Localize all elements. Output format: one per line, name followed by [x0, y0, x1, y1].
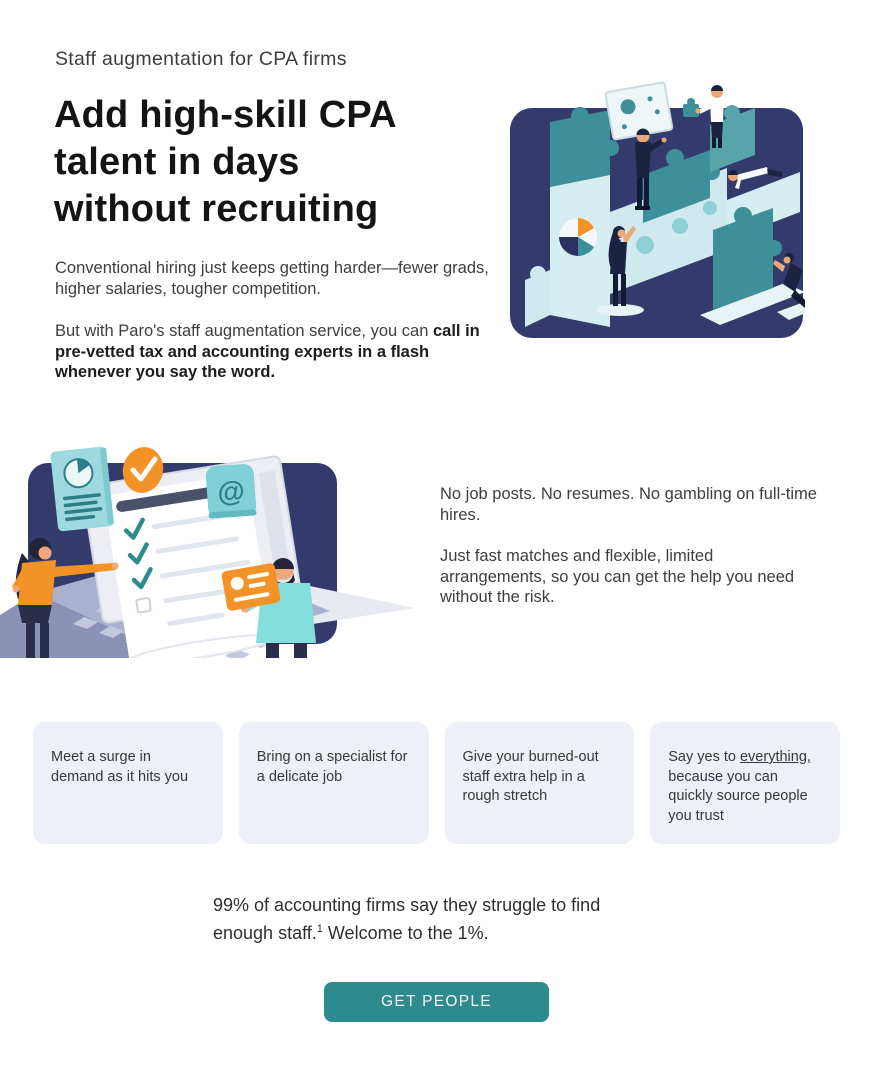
- use-case-card-surge: [33, 722, 223, 844]
- page-title: [54, 92, 397, 233]
- laptop-checklist-illustration: [0, 443, 430, 658]
- use-case-card-text: Give your burned-out staff extra help in a rough stretch: [462, 749, 599, 804]
- pie-chart-icon: [559, 218, 597, 256]
- hero-copy: [55, 258, 493, 405]
- page-title-line-1: Add high-skill CPA: [54, 94, 397, 136]
- hero-paragraph-2-bold: call in pre-vetted tax and accounting experts in a flash whenever you say the word.: [55, 322, 480, 381]
- benefits-paragraph-2: Just fast matches and flexible, limited arrangements, so you can get the help you need without the risk.: [440, 547, 795, 606]
- at-sign-glyph: @: [216, 475, 246, 508]
- get-people-button[interactable]: GET PEOPLE: [324, 982, 549, 1022]
- use-case-card-specialist: [239, 722, 429, 844]
- use-case-card-say-yes: [650, 722, 840, 844]
- page-title-line-3: without recruiting: [54, 188, 379, 230]
- use-case-card-text-underlined: everything,: [739, 749, 811, 765]
- hero-paragraph-2-regular: But with Paro's staff augmentation service, you can: [55, 322, 433, 340]
- use-case-card-text-suffix: because you can quickly source people you trust: [668, 768, 808, 824]
- hero-paragraph-1: Conventional hiring just keeps getting harder—fewer grads, higher salaries, tougher competition.: [55, 259, 489, 298]
- closing-line-2: [213, 918, 600, 946]
- closing-statement: [213, 894, 600, 945]
- pie-chart-document-icon: [50, 446, 114, 531]
- use-case-card-text: Bring on a specialist for a delicate job: [256, 749, 408, 785]
- closing-line-2-text: enough staff.: [213, 922, 317, 943]
- use-case-card-burnout: [445, 722, 635, 844]
- use-case-cards: [33, 722, 840, 844]
- hero-paragraph-2: [55, 321, 493, 383]
- closing-line-2-text-after: Welcome to the 1%.: [322, 922, 489, 943]
- benefits-copy: [440, 484, 820, 629]
- eyebrow-text: Staff augmentation for CPA firms: [55, 48, 347, 70]
- footnote-marker: 1: [316, 922, 323, 935]
- use-case-card-text-prefix: Say yes to: [668, 749, 740, 765]
- at-card-icon: [205, 463, 257, 518]
- puzzle-teamwork-illustration: [505, 80, 805, 345]
- closing-line-1: 99% of accounting firms say they struggle to find: [213, 895, 601, 915]
- page-title-line-2: talent in days: [54, 141, 300, 183]
- benefits-paragraph-1: No job posts. No resumes. No gambling on full-time hires.: [440, 485, 817, 524]
- use-case-card-text: Meet a surge in demand as it hits you: [51, 749, 189, 785]
